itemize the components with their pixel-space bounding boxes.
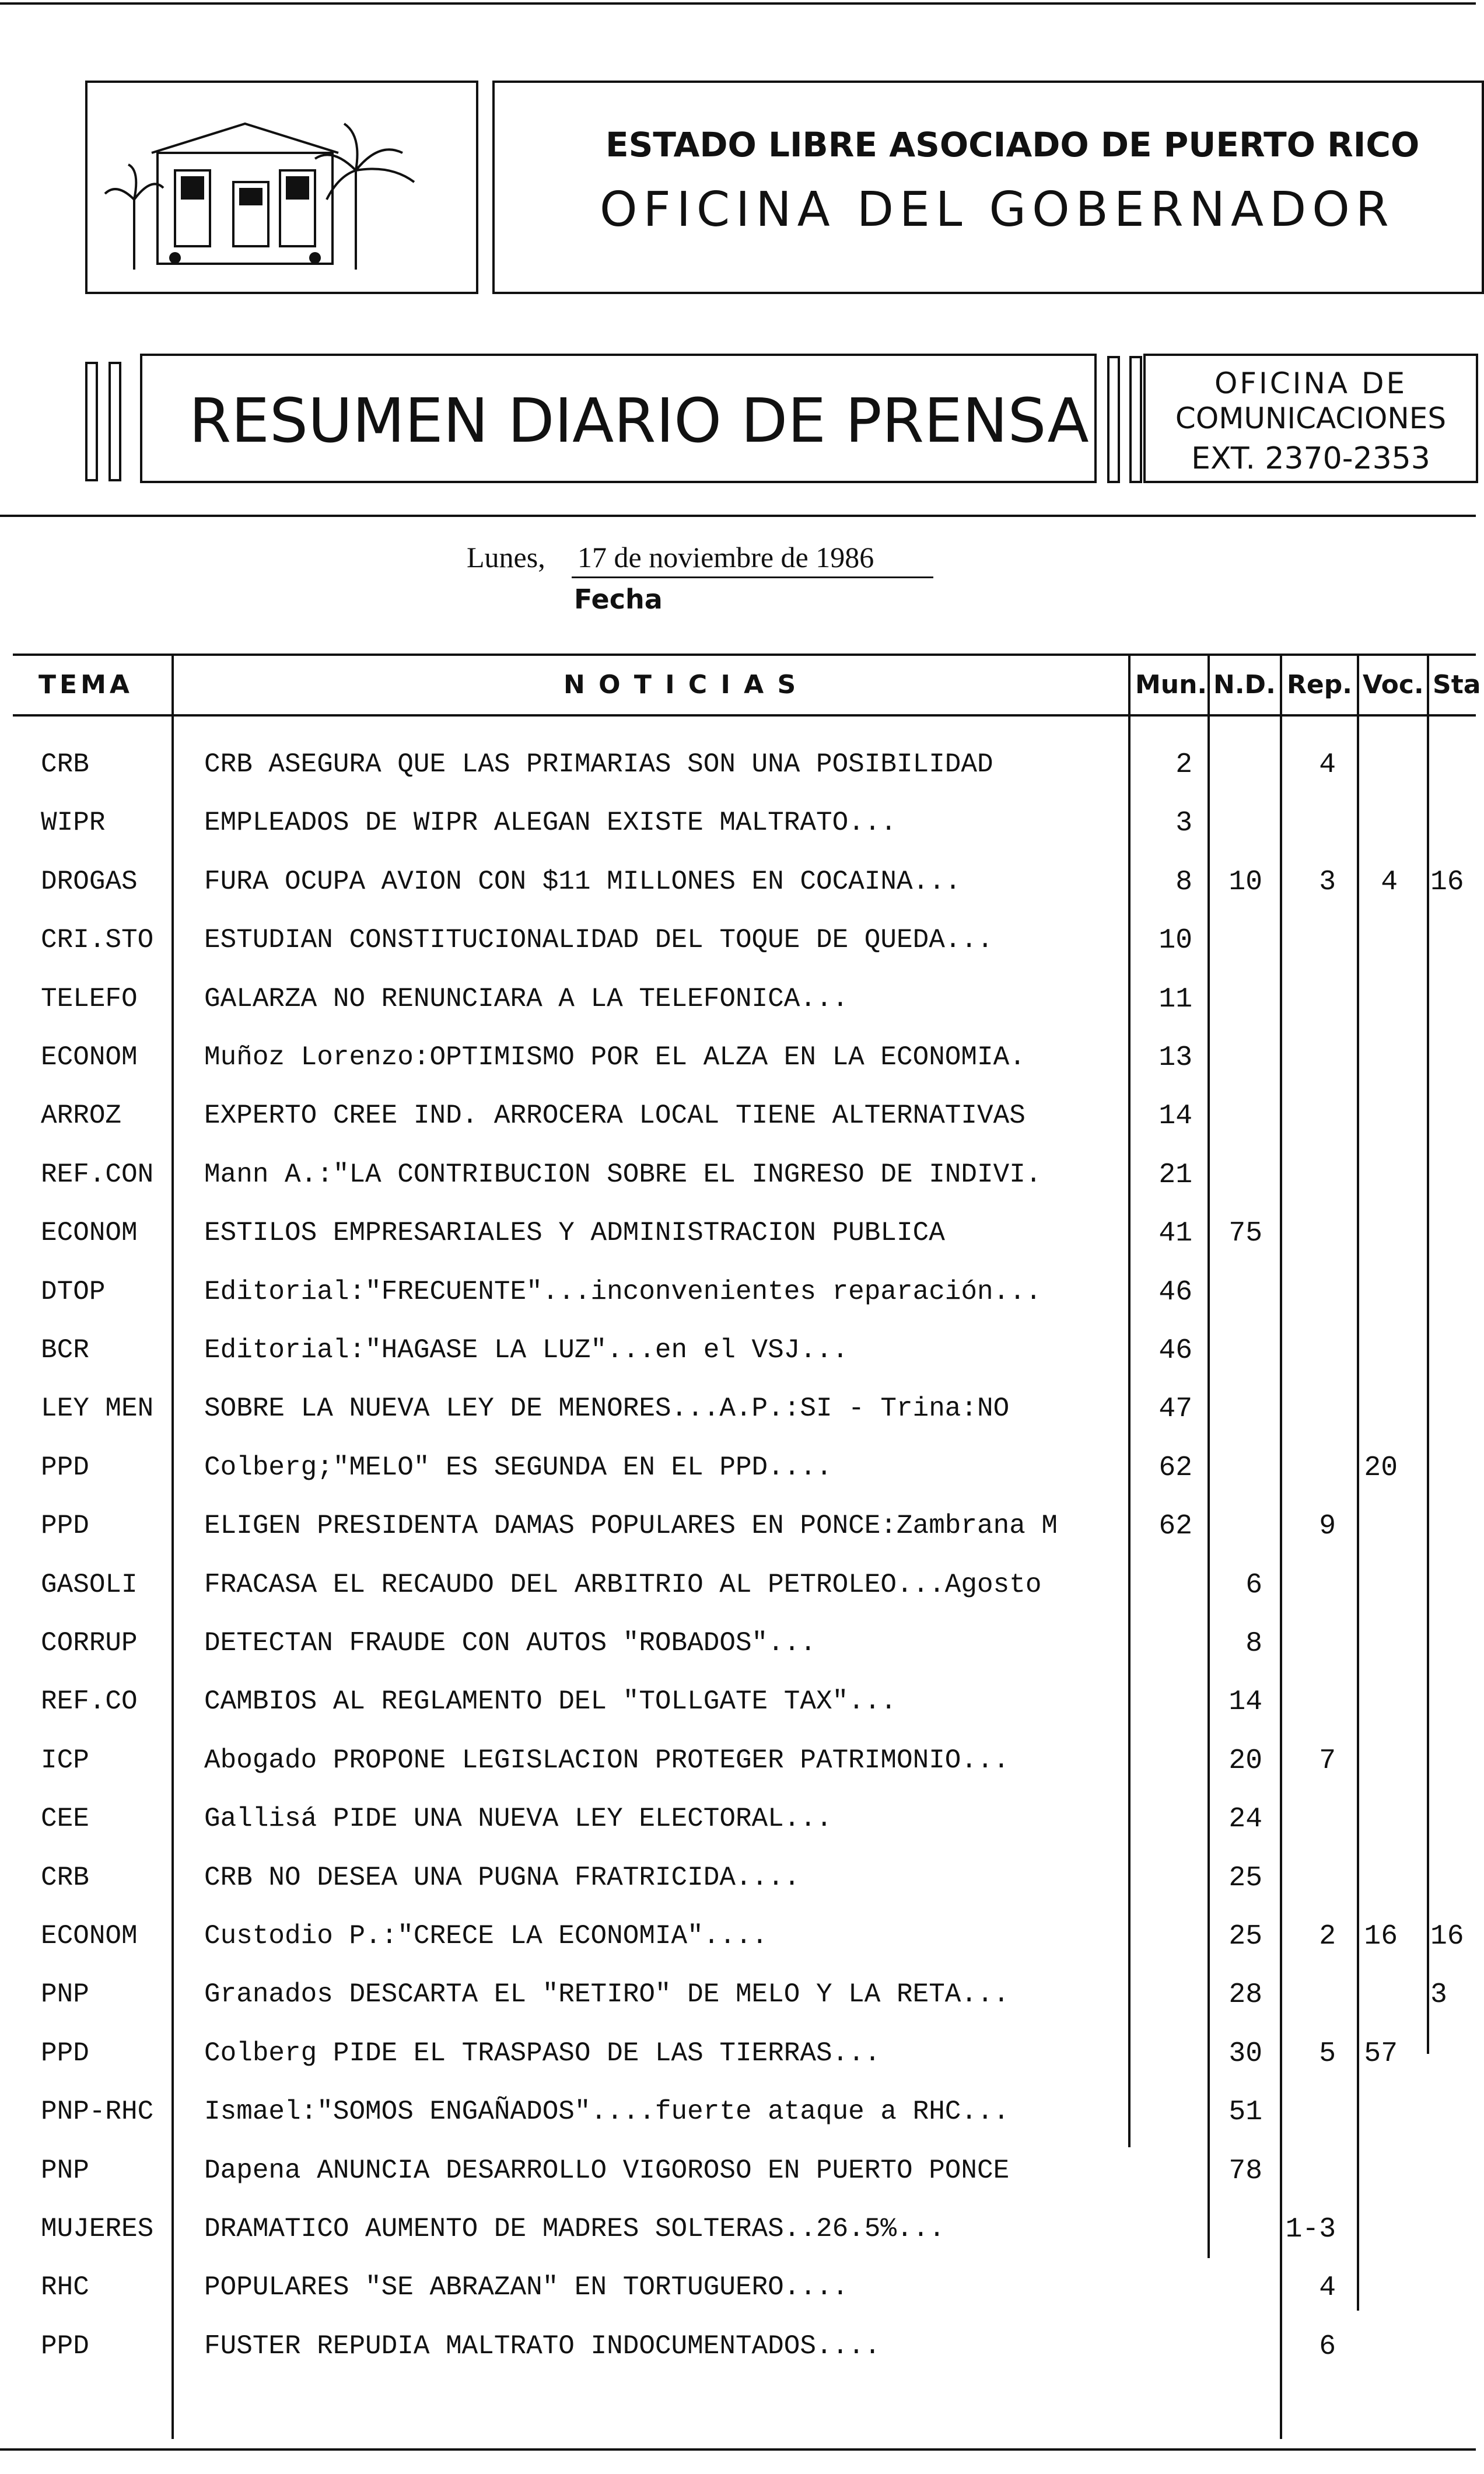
table-row — [0, 1218, 1476, 1253]
table-bottom-rule — [0, 2448, 1476, 2451]
table-row — [0, 1570, 1476, 1605]
cell-tema: CORRUP — [41, 1628, 138, 1658]
cell-tema: ECONOM — [41, 1218, 138, 1248]
table-row — [0, 1277, 1476, 1312]
cell-nd: 24 — [1228, 1804, 1262, 1835]
header-line2: OFICINA DEL GOBERNADOR — [600, 182, 1395, 237]
cell-noticia: ESTUDIAN CONSTITUCIONALIDAD DEL TOQUE DE QUEDA... — [204, 925, 993, 955]
cell-sta: 3 — [1430, 1979, 1447, 2011]
cell-noticia: ELIGEN PRESIDENTA DAMAS POPULARES EN PONCE:Zambrana M — [204, 1511, 1058, 1541]
cell-nd: 28 — [1228, 1979, 1262, 2011]
cell-mun: 62 — [1158, 1452, 1192, 1484]
col-header-sta: Sta — [1433, 670, 1481, 700]
cell-tema: CRB — [41, 749, 89, 780]
cell-noticia: Dapena ANUNCIA DESARROLLO VIGOROSO EN PUERTO PONCE — [204, 2155, 1010, 2186]
table-row — [0, 1042, 1476, 1077]
cell-noticia: Editorial:"HAGASE LA LUZ"...en el VSJ... — [204, 1335, 849, 1365]
cell-noticia: POPULARES "SE ABRAZAN" EN TORTUGUERO.... — [204, 2272, 849, 2302]
cell-noticia: DRAMATICO AUMENTO DE MADRES SOLTERAS..26.5%... — [204, 2214, 945, 2244]
header-line1: ESTADO LIBRE ASOCIADO DE PUERTO RICO — [606, 125, 1420, 165]
table-row — [0, 1335, 1476, 1370]
table-row — [0, 925, 1476, 960]
cell-noticia: Abogado PROPONE LEGISLACION PROTEGER PATRIMONIO... — [204, 1745, 1010, 1776]
cell-rep: 2 — [1319, 1921, 1336, 1952]
cell-mun: 46 — [1158, 1277, 1192, 1308]
cell-noticia: Muñoz Lorenzo:OPTIMISMO POR EL ALZA EN LA ECONOMIA. — [204, 1042, 1026, 1072]
cell-rep: 3 — [1319, 866, 1336, 898]
office-line2: COMUNICACIONES — [1175, 401, 1447, 435]
cell-voc: 4 — [1381, 866, 1398, 898]
cell-noticia: CRB NO DESEA UNA PUGNA FRATRICIDA.... — [204, 1863, 800, 1893]
cell-noticia: Gallisá PIDE UNA NUEVA LEY ELECTORAL... — [204, 1804, 832, 1834]
cell-nd: 51 — [1228, 2096, 1262, 2128]
cell-nd: 25 — [1228, 1863, 1262, 1894]
cell-tema: CRI.STO — [41, 925, 154, 955]
cell-voc: 57 — [1364, 2038, 1398, 2070]
table-row — [0, 1921, 1476, 1956]
cell-rep: 1-3 — [1285, 2214, 1336, 2245]
banner-title: RESUMEN DIARIO DE PRENSA — [189, 385, 1089, 456]
header-title-box — [492, 81, 1484, 294]
col-header-rep: Rep. — [1287, 670, 1352, 700]
table-row — [0, 1511, 1476, 1546]
table-row — [0, 2272, 1476, 2307]
table-top-rule — [13, 654, 1476, 656]
table-row — [0, 1393, 1476, 1428]
table-row — [0, 984, 1476, 1019]
office-line1: OFICINA DE — [1214, 366, 1408, 400]
date-weekday: Lunes, — [467, 541, 545, 574]
table-row — [0, 2214, 1476, 2249]
cell-tema: WIPR — [41, 808, 106, 838]
cell-nd: 6 — [1245, 1570, 1262, 1601]
cell-sta: 16 — [1430, 866, 1464, 898]
table-row — [0, 1686, 1476, 1721]
table-row — [0, 1979, 1476, 2014]
cell-noticia: EMPLEADOS DE WIPR ALEGAN EXISTE MALTRATO... — [204, 808, 897, 838]
cell-mun: 11 — [1158, 984, 1192, 1015]
cell-mun: 2 — [1175, 749, 1192, 781]
cell-mun: 10 — [1158, 925, 1192, 956]
cell-tema: PPD — [41, 1511, 89, 1541]
table-row — [0, 866, 1476, 901]
banner-underline — [0, 515, 1476, 517]
cell-nd: 14 — [1228, 1686, 1262, 1718]
cell-mun: 41 — [1158, 1218, 1192, 1249]
cell-rep: 7 — [1319, 1745, 1336, 1777]
cell-rep: 6 — [1319, 2331, 1336, 2363]
cell-tema: PPD — [41, 1452, 89, 1483]
cell-mun: 3 — [1175, 808, 1192, 839]
cell-nd: 8 — [1245, 1628, 1262, 1659]
cell-tema: RHC — [41, 2272, 89, 2302]
cell-noticia: EXPERTO CREE IND. ARROCERA LOCAL TIENE ALTERNATIVAS — [204, 1100, 1026, 1131]
cell-tema: CEE — [41, 1804, 89, 1834]
cell-noticia: Ismael:"SOMOS ENGAÑADOS"....fuerte ataque a RHC... — [204, 2096, 1010, 2127]
table-row — [0, 1628, 1476, 1663]
cell-tema: PPD — [41, 2331, 89, 2361]
cell-tema: REF.CON — [41, 1159, 154, 1190]
cell-tema: PNP — [41, 1979, 89, 2010]
table-row — [0, 1159, 1476, 1194]
cell-tema: TELEFO — [41, 984, 138, 1014]
cell-tema: DROGAS — [41, 866, 138, 897]
cell-tema: ICP — [41, 1745, 89, 1776]
cell-mun: 21 — [1158, 1159, 1192, 1191]
cell-tema: REF.CO — [41, 1686, 138, 1717]
cell-rep: 4 — [1319, 749, 1336, 781]
col-header-noticias: N O T I C I A S — [564, 670, 799, 700]
cell-mun: 13 — [1158, 1042, 1192, 1074]
cell-tema: PNP-RHC — [41, 2096, 154, 2127]
cell-tema: ARROZ — [41, 1100, 122, 1131]
cell-voc: 16 — [1364, 1921, 1398, 1952]
cell-noticia: Granados DESCARTA EL "RETIRO" DE MELO Y LA RETA... — [204, 1979, 1010, 2010]
cell-noticia: Custodio P.:"CRECE LA ECONOMIA".... — [204, 1921, 768, 1951]
cell-tema: MUJERES — [41, 2214, 154, 2244]
banner-left-bars — [85, 362, 98, 481]
cell-noticia: FUSTER REPUDIA MALTRATO INDOCUMENTADOS.... — [204, 2331, 881, 2361]
office-line3: EXT. 2370-2353 — [1191, 441, 1430, 476]
cell-noticia: CRB ASEGURA QUE LAS PRIMARIAS SON UNA POSIBILIDAD — [204, 749, 993, 780]
table-row — [0, 749, 1476, 784]
cell-nd: 30 — [1228, 2038, 1262, 2070]
cell-tema: GASOLI — [41, 1570, 138, 1600]
cell-noticia: DETECTAN FRAUDE CON AUTOS "ROBADOS"... — [204, 1628, 816, 1658]
cell-mun: 14 — [1158, 1100, 1192, 1132]
table-row — [0, 2038, 1476, 2073]
table-row — [0, 1100, 1476, 1135]
cell-rep: 4 — [1319, 2272, 1336, 2304]
table-row — [0, 2096, 1476, 2131]
cell-noticia: Editorial:"FRECUENTE"...inconvenientes reparación... — [204, 1277, 1042, 1307]
cell-tema: PNP — [41, 2155, 89, 2186]
cell-mun: 46 — [1158, 1335, 1192, 1367]
table-header-rule — [13, 714, 1476, 717]
office-box — [1143, 354, 1478, 483]
col-header-nd: N.D. — [1213, 670, 1276, 700]
col-header-voc: Voc. — [1363, 670, 1424, 700]
col-header-mun: Mun. — [1135, 670, 1208, 700]
cell-tema: BCR — [41, 1335, 89, 1365]
cell-voc: 20 — [1364, 1452, 1398, 1484]
banner-right-bars-2 — [1129, 356, 1142, 483]
table-row — [0, 1863, 1476, 1898]
date-label: Fecha — [574, 583, 663, 615]
logo-box — [85, 81, 478, 294]
cell-tema: DTOP — [41, 1277, 106, 1307]
banner-title-box — [140, 354, 1097, 483]
cell-nd: 25 — [1228, 1921, 1262, 1952]
cell-noticia: FRACASA EL RECAUDO DEL ARBITRIO AL PETROLEO...Agosto — [204, 1570, 1042, 1600]
cell-sta: 16 — [1430, 1921, 1464, 1952]
cell-noticia: ESTILOS EMPRESARIALES Y ADMINISTRACION PUBLICA — [204, 1218, 945, 1248]
top-rule — [0, 2, 1476, 5]
cell-noticia: Colberg;"MELO" ES SEGUNDA EN EL PPD.... — [204, 1452, 832, 1483]
col-header-tema: TEMA — [38, 670, 133, 700]
cell-nd: 20 — [1228, 1745, 1262, 1777]
table-row — [0, 1804, 1476, 1839]
cell-rep: 9 — [1319, 1511, 1336, 1542]
date-value: 17 de noviembre de 1986 — [578, 541, 874, 574]
cell-nd: 75 — [1228, 1218, 1262, 1249]
cell-nd: 10 — [1228, 866, 1262, 898]
cell-tema: PPD — [41, 2038, 89, 2068]
cell-mun: 62 — [1158, 1511, 1192, 1542]
table-row — [0, 2331, 1476, 2366]
banner-left-bars-2 — [108, 362, 121, 481]
cell-nd: 78 — [1228, 2155, 1262, 2187]
cell-rep: 5 — [1319, 2038, 1336, 2070]
cell-noticia: CAMBIOS AL REGLAMENTO DEL "TOLLGATE TAX"... — [204, 1686, 897, 1717]
cell-tema: ECONOM — [41, 1921, 138, 1951]
cell-tema: LEY MEN — [41, 1393, 154, 1424]
banner-right-bars — [1107, 356, 1120, 483]
governor-mansion-logo — [88, 83, 476, 292]
table-row — [0, 1452, 1476, 1487]
table-row — [0, 808, 1476, 843]
cell-tema: CRB — [41, 1863, 89, 1893]
cell-noticia: Colberg PIDE EL TRASPASO DE LAS TIERRAS... — [204, 2038, 881, 2068]
cell-noticia: GALARZA NO RENUNCIARA A LA TELEFONICA... — [204, 984, 849, 1014]
cell-noticia: SOBRE LA NUEVA LEY DE MENORES...A.P.:SI - Trina:NO — [204, 1393, 1010, 1424]
cell-mun: 47 — [1158, 1393, 1192, 1425]
cell-mun: 8 — [1175, 866, 1192, 898]
table-row — [0, 2155, 1476, 2190]
cell-tema: ECONOM — [41, 1042, 138, 1072]
date-underline — [572, 576, 933, 578]
table-row — [0, 1745, 1476, 1780]
cell-noticia: Mann A.:"LA CONTRIBUCION SOBRE EL INGRESO DE INDIVI. — [204, 1159, 1042, 1190]
cell-noticia: FURA OCUPA AVION CON $11 MILLONES EN COCAINA... — [204, 866, 961, 897]
